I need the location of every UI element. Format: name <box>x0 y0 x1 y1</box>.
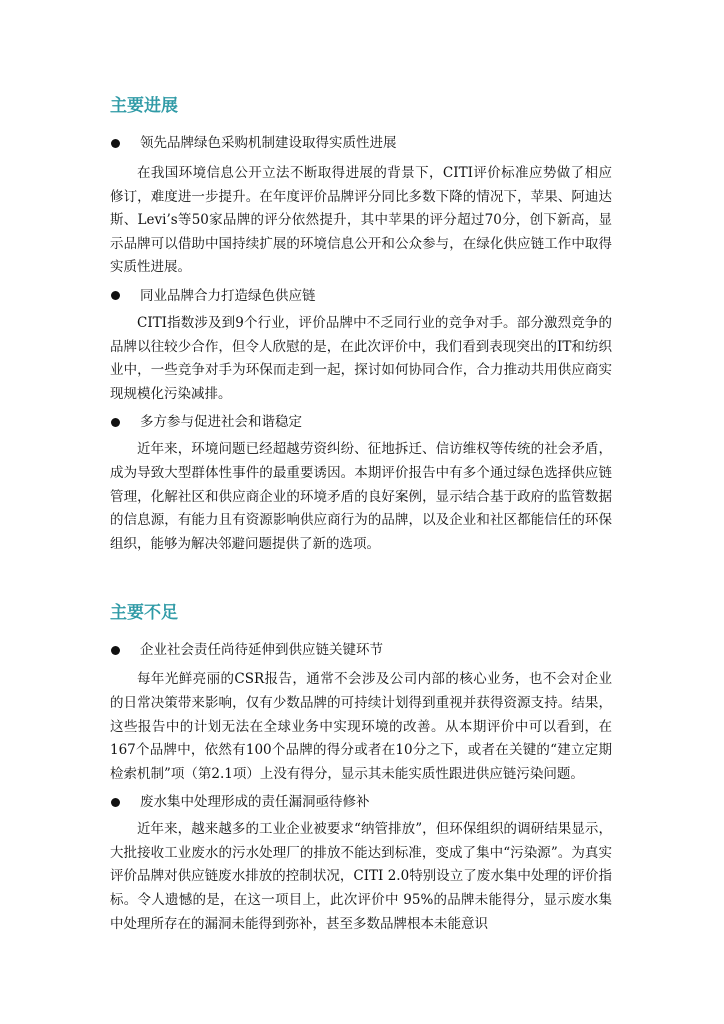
bullet-heading <box>110 792 612 812</box>
bullet-dot-icon <box>111 646 120 655</box>
bullet-heading <box>110 133 612 153</box>
paragraph: CITI指数涉及到9个行业，评价品牌中不乏同行业的竞争对手。部分激烈竞争的品牌以往较少合作，但令人欣慰的是，在此次评价中，我们看到表现突出的IT和纺织业中，一些竞争对手为环保而走到一起，探讨如何协同合作，合力推动共用供应商实现规模化污染减排。 <box>110 314 612 402</box>
bullet-heading-text: 废水集中处理形成的责任漏洞亟待修补 <box>140 794 370 811</box>
bullet-heading-text: 多方参与促进社会和谐稳定 <box>140 414 302 431</box>
paragraph: 每年光鲜亮丽的CSR报告，通常不会涉及公司内部的核心业务，也不会对企业的日常决策带来影响，仅有少数品牌的可持续计划得到重视并获得资源支持。结果，这些报告中的计划无法在全球业务中实现环境的改善。从本期评价中可以看到，在167个品牌中，依然有100个品牌的得分或者在10分之下，或者在关键的“建立定期检索机制”项（第2.1项）上没有得分，显示其未能实质性跟进供应链污染问题。 <box>110 671 612 782</box>
bullet-dot-icon <box>111 798 120 807</box>
bullet-heading <box>110 286 612 306</box>
bullet-heading-text: 企业社会责任尚待延伸到供应链关键环节 <box>140 642 383 659</box>
bullet-heading <box>110 640 612 660</box>
bullet-dot-icon <box>111 418 120 427</box>
paragraph: 近年来，环境问题已经超越劳资纠纷、征地拆迁、信访维权等传统的社会矛盾，成为导致大型群体性事件的最重要诱因。本期评价报告中有多个通过绿色选择供应链管理，化解社区和供应商企业的环境矛盾的良好案例，显示结合基于政府的监管数据的信息源，有能力且有资源影响供应商行为的品牌，以及企业和社区都能信任的环保组织，能够为解决邻避问题提供了新的选项。 <box>110 441 612 552</box>
section-title-shortcomings: 主要不足 <box>110 603 178 624</box>
bullet-dot-icon <box>111 139 120 148</box>
bullet-heading <box>110 412 612 432</box>
bullet-heading-text: 领先品牌绿色采购机制建设取得实质性进展 <box>140 135 397 151</box>
bullet-heading-text: 同业品牌合力打造绿色供应链 <box>140 287 316 304</box>
section-title-progress: 主要进展 <box>110 96 178 116</box>
bullet-dot-icon <box>111 291 120 300</box>
paragraph: 近年来，越来越多的工业企业被要求“纳管排放”，但环保组织的调研结果显示，大批接收工业废水的污水处理厂的排放不能达到标准，变成了集中“污染源”。为真实评价品牌对供应链废水排放的控制状况，CITI 2.0特别设立了废水集中处理的评价指标。令人遗憾的是，在这一项目上，此次评价中 95%的品牌未能得分，显示废水集中处理所存在的漏洞未能得到弥补，甚至多数品牌根本未能意识 <box>110 821 612 932</box>
paragraph: 在我国环境信息公开立法不断取得进展的背景下，CITI评价标准应势做了相应修订，难度进一步提升。在年度评价品牌评分同比多数下降的情况下，苹果、阿迪达斯、Levi’s等50家品牌的评分依然提升，其中苹果的评分超过70分，创下新高，显示品牌可以借助中国持续扩展的环境信息公开和公众参与，在绿化供应链工作中取得实质性进展。 <box>110 165 612 276</box>
